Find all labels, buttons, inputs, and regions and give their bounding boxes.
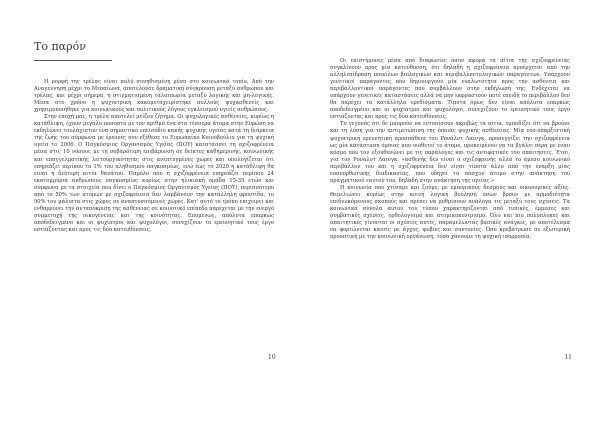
chapter-title: Το παρόν: [34, 40, 86, 53]
right-page: [300, 0, 600, 424]
left-body-text: [34, 79, 274, 234]
right-paragraph-2: Το γεγονός ότι δε μπορούν να εντοπίσουν ακριβώς τα αίτια, εμποδίζει ότι να βρούνε και τη λύση για την αντιμετώπιση της όποιας ψυχικής ασθένειας. Μία νεο-υπαρξιστική ψυχιατρική ερευνητική προσπάθεια του Ρονάλντ Λαινγκ, προσεγγίζει την σχιζοφρένεια ως μία κατάσταση όμοιας που υιοθετεί το άτομο, προκειμένου να τα βγάλει πέρα με έναν κόσμο που τον εξουθενώνει με τις παράλογες και τις αντιφατικές του απαιτήσεις. Έτσι, για τον Ρονάλντ Λαινγκ, «ασθενής δεν είναι ο σχιζοφρενής αλλά το άμεσο κοινωνικό περιβάλλον του και η σχιζοφρένεια δεν είναι τίποτα άλλο από την έναρξη μίας επανορθωτικής διαδικασίας, που οδηγεί το πάσχον άτομο στην ανάκτηση του πραγματικού εαυτού του, δηλαδή στην ανάκτηση της υγείας.»: [330, 121, 570, 184]
title-underline: [34, 60, 112, 61]
left-paragraph-1: Η μορφή της τρέλας είναι πολύ συνηθισμένη μέσα στο κοινωνικό τοπίο. Από την Αναγέννηση μέχρι το Μεσαίωνα, αποτελούσε δραματική σύγκρουση μεταξύ ανθρώπου και τρέλας, και μέχρι σήμερα, η στιγματισμένη ταλαιπωρία μεταξύ λογικής και μη-λογικής. Μέσα στο χρόνο η ψυχιατρική κακομεταχειρίστηκε πολλούς ψυχασθενείς και χρησιμοποιήθηκε για κοινωνικούς και πολιτικούς λόγους εγκλεισμού υγιείς ανθρώπους.: [34, 79, 274, 114]
right-page-number: 11: [564, 354, 572, 361]
right-body-text: [330, 58, 570, 241]
right-paragraph-1: Οι επιστήμονες μέσα από διαφωνίες όσον αφορά τα αίτια της σχιζοφρένειας συγκλίνουν προς μία κατεύθυνση, ότι δηλαδή η σχιζοφρένεια προέρχεται από την αλληλεπίδραση ποικίλων βιολογικών και περιβαλλοντολογικών παραγόντων. Υπάρχουν γενετικοί παράγοντες που δημιουργούν μία ευαλωτότητα προς την ασθένεια και περιβαλλοντικοί παράγοντες που συμβάλλουν στην εκδήλωσή της. Ενδέχεται να υπάρχουν γενετικές καταστάσεις αλλά να μην εκφραστούν ποτέ επειδή το περιβάλλον δεν θα παρέχει τα κατάλληλα ερεθίσματα. Τίποτα όμως δεν είναι απόλυτα επαρκώς αποδεδειγμένο και οι ψυχίατροι και ψυχολόγοι, συνεχίζουν το ερευνητικό τους έργο εστιάζοντας και προς τις δύο κατευθύνσεις.: [330, 58, 570, 121]
left-paragraph-2: Στην εποχή μας, η τρέλα αποτελεί μείζον ζήτημα. Οι ψυχολογικές ασθένειες, κυρίως η κατάθλιψη, έχουν μεγάλο ποσοστό με τον αριθμό ένα στα τέσσερα άτομα στην Ευρώπη να εκδηλώνει τουλάχιστον ένα σημαντικό επεισόδιο κακής ψυχικής υγείας κατά τη διάρκεια της ζωής του σύμφωνα με έρευνες που εξέθεσε το Ευρωπαϊκό Κοινοβούλιο για τη ψυχική υγεία το 2006. Ο Παγκόσμιος Οργανισμός Υγείας (ΠΟΥ) κατατάσσει τη σχιζοφρένεια μέσα στις 10 νόσους με τη σοβαρότερη επιβάρυνση σε δείκτες καθημερινής, κοινωνικής και επαγγελματικής λειτουργικότητας στις ανεπτυγμένες χώρες και υπολογίζεται ότι επηρεάζει περίπου το 1% του πληθυσμού παγκοσμίως, ενώ έως το 2020 η κατάθλιψη θα είναι η δεύτερη αιτία θανάτου. Παρόλο που η σχιζοφρένεια επηρεάζει περίπου 24 εκατομμύρια ανθρώπους παγκοσμίως κυρίως στην ηλικιακή ομάδα 15-35 ετών και σύμφωνα με τα στοιχεία που δίνει ο Παγκόσμιος Οργανισμός Υγείας (ΠΟΥ), περισσότερο από το 50% των ατόμων με σχιζοφρένεια δεν λαμβάνουν την κατάλληλη φροντίδα, το 90% του μάλιστα στις χώρες σε αναπτυσσόμενες χώρες. Κατ' αυτό το τρόπο επιχειρεί και ενθαρρύνει την ανταπόκριση της ασθένειας σε κοινοτικό επίπεδο παρέχεται με την ενεργό συμμετοχή της οικογένειας και της κοινότητας. Επομένως, απόλυτα επαρκώς αποδεδειγμένο και οι ψυχίατροι και ψυχολόγοι, συνεχίζουν το ερευνητικό τους έργο εστιάζοντας και προς τις δύο κατευθύνσεις.: [34, 114, 274, 233]
left-page-number: 10: [268, 354, 276, 361]
right-paragraph-3: Η κοινωνία που χτίσαμε και ζούμε, με εμπορικούς δεσμούς και οικονομικές αξίες. Θεμελιώνει κυρίως στην κοινή λογική βούληση όσων βρουν με αρμοδιότητα επιδιωκόμενους σκοπούς και πρέπει να ρυθμίσουν ανάλογα τις μεταξύ τους σχέσεις. Τα κοινωνικά σύνολα αυτού του τύπου χαρακτηρίζονται από τυπικές, έμμεσες και συμβατικές σχέσεις, ορθολογισμό και ατομικοκεντρισμό. Όλο και πιο πολύπλοκες και απαιτητικές γίνονται οι σχέσεις αυτές, παραμελώντας βασικές ανάγκες, με αποτέλεσμα να φορτώνεται κανείς με άγχος, φοβίες και συντονίες. Όσο κρεβάτρωσε σε εξωτερική προοπτική με την κοινωνική οργάνωση, τόσο χάνουμε τη ψυχική ισορροπία.: [330, 184, 570, 241]
